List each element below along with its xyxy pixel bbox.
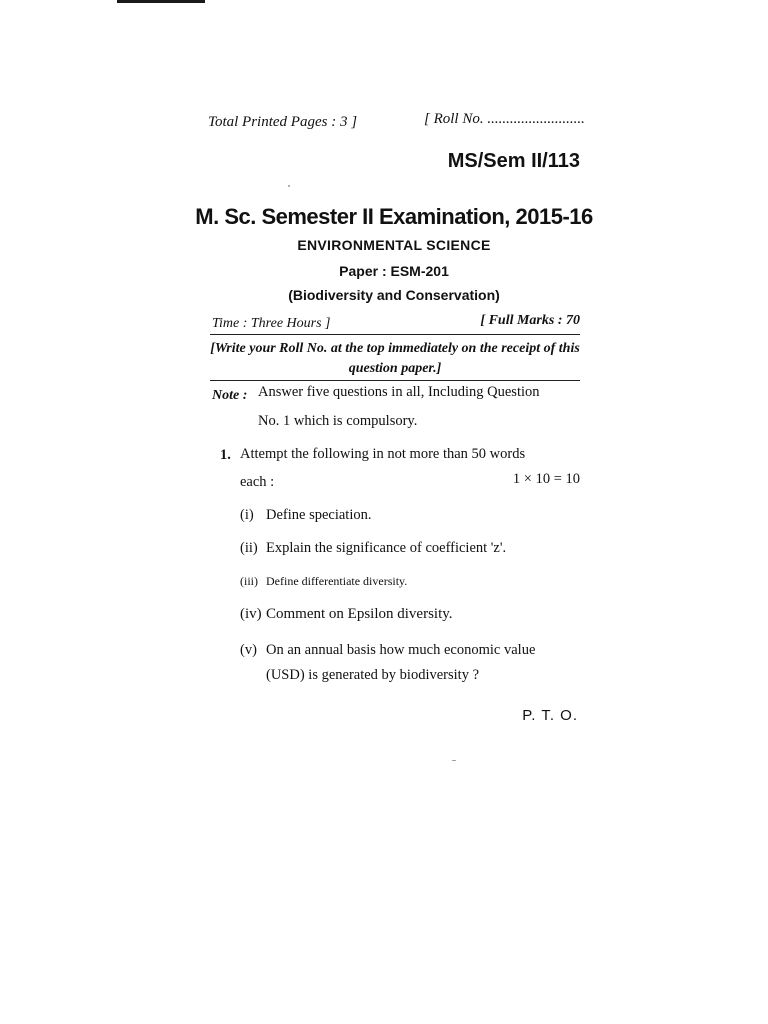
sub-question-text: Define speciation. — [266, 507, 372, 523]
sub-question-text: On an annual basis how much economic value — [266, 642, 536, 658]
divider — [210, 334, 580, 335]
question-number: 1. — [220, 447, 231, 463]
sub-question — [240, 642, 535, 659]
divider — [210, 380, 580, 381]
full-marks: [ Full Marks : 70 — [480, 313, 580, 328]
paper-subtitle: (Biodiversity and Conservation) — [288, 287, 500, 303]
sub-question — [240, 574, 407, 589]
exam-time: Time : Three Hours ] — [212, 316, 331, 331]
subject-name: ENVIRONMENTAL SCIENCE — [297, 237, 491, 253]
sub-question-number: (i) — [240, 507, 254, 523]
total-printed-pages: Total Printed Pages : 3 ] — [208, 114, 358, 130]
sub-question-number: (v) — [240, 642, 257, 658]
scan-speck — [452, 760, 456, 761]
paper-number: Paper : ESM-201 — [339, 263, 449, 279]
scan-edge-mark — [117, 0, 205, 3]
sub-question-text: Comment on Epsilon diversity. — [266, 606, 453, 622]
roll-number-field: [ Roll No. .......................... — [424, 111, 585, 127]
sub-question-number: (ii) — [240, 540, 258, 556]
please-turn-over: P. T. O. — [522, 707, 578, 724]
sub-question-text: Explain the significance of coefficient 'z'. — [266, 540, 507, 556]
sub-question-number: (iv) — [240, 606, 262, 622]
paper-code: MS/Sem II/113 — [447, 150, 580, 172]
roll-no-instruction: [Write your Roll No. at the top immediately on the receipt of this question paper.] — [210, 341, 580, 376]
question-text-cont: each : — [240, 474, 275, 490]
note-text-line2: No. 1 which is compulsory. — [258, 413, 418, 429]
sub-question — [240, 540, 506, 557]
note-label: Note : — [212, 388, 248, 403]
scan-speck — [288, 185, 290, 187]
question-text: Attempt the following in not more than 50 words — [240, 446, 526, 462]
sub-question — [240, 507, 372, 524]
note-text-line1: Answer five questions in all, Including Question — [258, 384, 540, 400]
exam-title: M. Sc. Semester II Examination, 2015-16 — [195, 204, 593, 229]
sub-question-number: (iii) — [240, 574, 258, 588]
question-marks: 1 × 10 = 10 — [512, 471, 580, 487]
sub-question-text-cont: (USD) is generated by biodiversity ? — [266, 667, 480, 683]
sub-question-text: Define differentiate diversity. — [266, 574, 408, 588]
sub-question — [240, 606, 453, 623]
